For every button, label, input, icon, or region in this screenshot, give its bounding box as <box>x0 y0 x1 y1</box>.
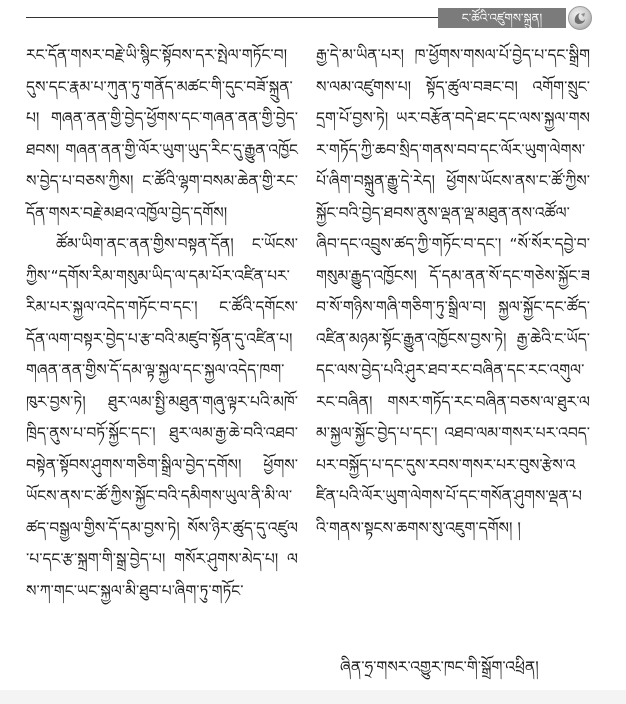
left-paragraph-2: ཚོམ་ཡིག་ནང་ནན་གྱིས་བསྟན་དོན། ང་ཡོངས་ཀྱིས་“དགོས་རིམ་གསུམ་ཡིད་ལ་དམ་པོར་འཛིན་པར་རིམ་པར་སྐྱལ་འདེད་གཏོང་བ་དང་། ང་ཚོའི་དགོངས་དོན་ལག་བསྟར་བྱེད་པ་རྩ་བའི་མཛུབ་སྟོན་དུ་འཛིན་པ། གཞན་ནན་གྱིས་དོ་དམ་ལྟ་སྐྱལ་དང་སྐྱལ་འདེད་ཁག་ཁུར་བྱས་ཏེ། ཐུར་ལམ་སྤྱི་མཐུན་གཞུ་ལྟར་པའི་མཁོ་ཁྲིད་ནུས་པ་བཏོ་སྐྱོང་དང་། ཐུར་ལམ་རྒྱ་ཆེ་བའི་འཐབ་བསྟེན་སྟོབས་ཤུགས་གཅིག་སྒྲིལ་བྱེད་དགོས། ཕྱོགས་ཡོངས་ནས་ང་ཚོ་ཀྱིས་སྐྱོང་བའི་དམིགས་ཡུལ་ནི་མི་ལ་ཚད་བསྒྱལ་གྱིས་དོ་དམ་བྱས་ཏེ། སོས་ཉིར་ཚུད་དུ་འཛུལ་པ་དང་རྩ་སྐྲག་གི་སྒྲ་བྱེད་པ། གསོར་ཤུགས་མེད་པ། ལས་ཀ་གང་ཡང་སྐྱལ་མི་ཐུབ་པ་ཞིག་ཏུ་གཏོང་ <box>26 235 298 600</box>
emblem-icon <box>568 6 592 30</box>
section-title-tab: ང་ཚོའི་འཛུགས་སྐྲུན། <box>438 8 566 28</box>
left-column <box>26 40 298 607</box>
right-paragraph-1: རྒྱ་དེ་མ་ཡིན་པར། ཁ་ཕྱོགས་གསལ་པོ་བྱེད་པ་དང་སྒྲིགས་ལམ་འཛུགས་པ། སྟོད་ཚུལ་བཟང་བ། འགོག་སྲུང་དྲག་པོ་བྱས་ཏེ། ཡར་བརྩོན་བདེ་ཐང་དང་ལས་སྐྱལ་གསར་གཏོད་ཀྱི་ཆབ་སྲིད་གནས་བབ་དང་ལོར་ཡུག་ལེགས་པོ་ཞིག་བསྐྲུན་རྒྱུ་དེ་རེད། ཕྱོགས་ཡོངས་ནས་ང་ཚོ་ཀྱིས་སྐྱོང་བའི་བྱེད་ཐབས་ནུས་ལྡན་ལྡ་མཐུན་ནས་འཚོལ་ཞིབ་དང་འབྲུས་ཚད་ཀྱི་གཏོང་བ་དང་། “སོ་སོར་དབྱེ་བ་གསུམ་རྒྱུད་འཁྱོངས། དོ་དམ་ནན་སོ་དང་གཅེས་སྐྱོང་ཟབ་སོ་གཉིས་གཞི་གཅིག་ཏུ་སྒྲིལ་བ། སྐྱལ་སྐྱོང་དང་ཚོད་འཛིན་མཉམ་སྟོང་རྒྱུན་འཁྱོངས་བྱས་ཏེ། རྒྱ་ཆེའི་ང་ཡོད་དང་ལས་བྱེད་པའི་ཤུར་ཐབ་རང་བཞིན་དང་རང་འགུལ་རང་བཞིན། གསར་གཏོད་རང་བཞིན་བཅས་ལ་ཐུར་ལམ་སྐྱལ་སྐྱོང་བྱེད་པ་དང་། འཐབ་ལམ་གསར་པར་འབད་པར་བསྐྱོད་པ་དང་དུས་རབས་གསར་པར་བུས་རྩེས་འཛིན་པའི་ལོར་ཡུག་ལེགས་པོ་དང་གསོན་ཤུགས་ལྡན་པའི་གནས་སྟངས་ཆགས་སུ་འཇུག་དགོས། ། <box>316 46 590 537</box>
article-signature: ཞིན་ཧྲ་གསར་འགྱུར་ཁང་གི་སྒྲོག་འཕྲིན། <box>340 658 539 676</box>
left-paragraph-1: རང་དོན་གསར་བརྗེ་ཡི་སྙིང་སྟོབས་དར་སྤེལ་གཏོང་བ། དུས་དང་རྣམ་པ་ཀུན་ཏུ་གནོད་མཚང་གི་དུང་བཟོ་སྐྲུན་པ། གཞན་ནན་གྱི་བྱེད་ཕྱོགས་དང་གཞན་ནན་གྱི་བྱེད་ཐབས། གཞན་ནན་གྱི་ལོར་ཡུག་ཡུད་རིང་དུ་རྒྱུན་འཁྱོངས་བྱེད་པ་བཅས་ཀྱིས། ང་ཚོའི་ལྷག་བསམ་ཆེན་གྱི་རང་དོན་གསར་བརྗེ་མཐའ་འཁྱོལ་བྱེད་དགོས། <box>26 46 298 222</box>
footer-band <box>0 690 626 704</box>
header-rule <box>26 17 438 18</box>
right-column <box>316 40 590 544</box>
